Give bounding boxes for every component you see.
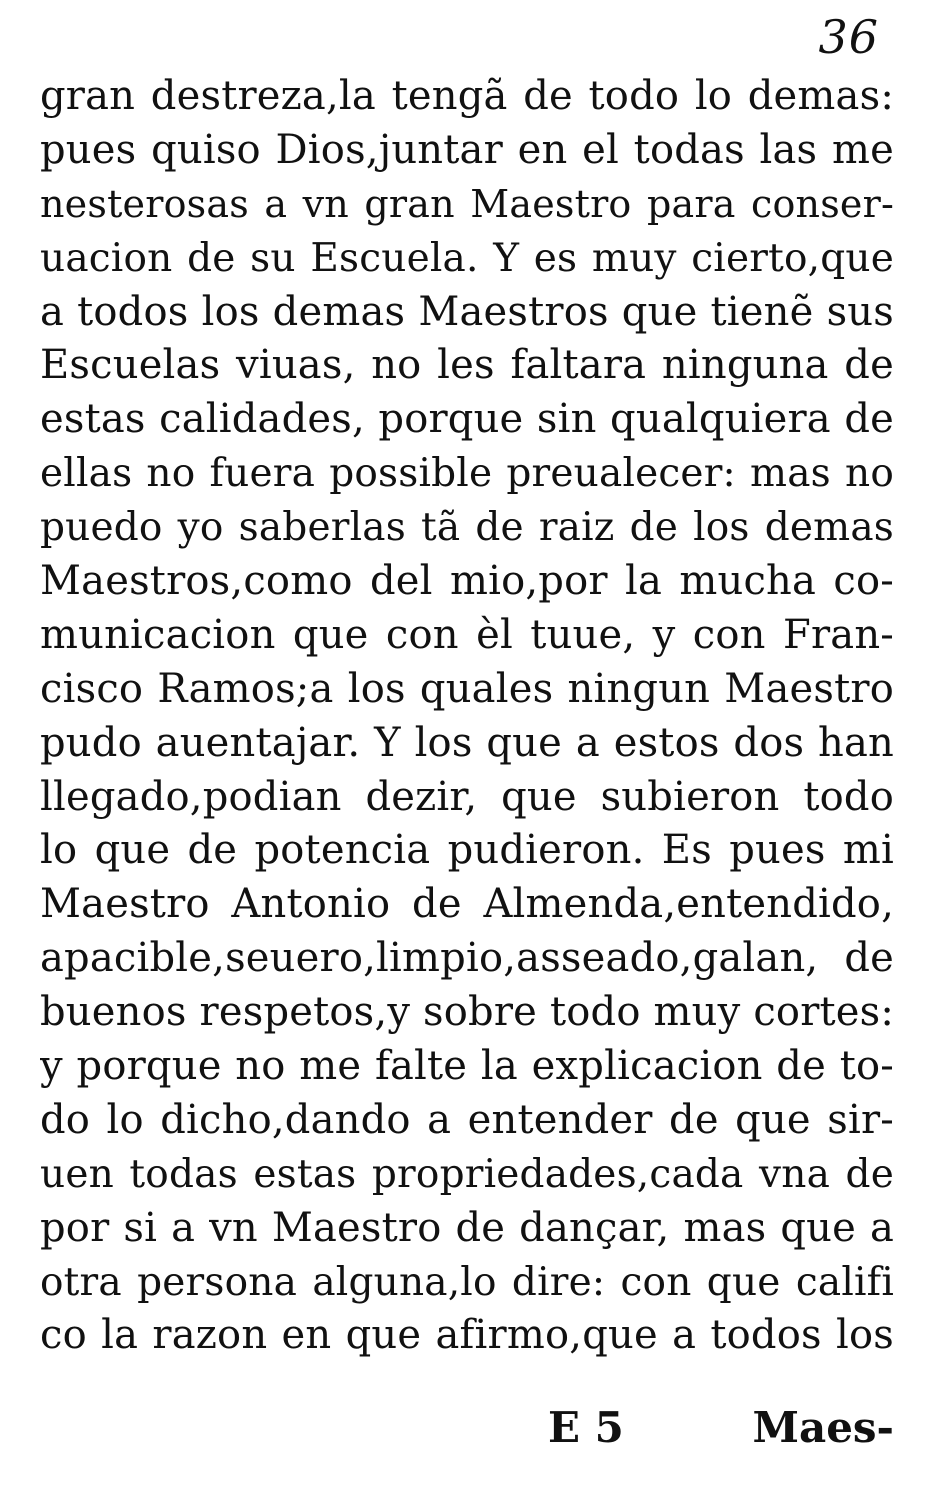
text-line: gran destreza,la tengã de todo lo demas: xyxy=(40,73,894,119)
text-line: pues quiso Dios,juntar en el todas las me xyxy=(40,126,894,173)
text-line: apacible,seuero,limpio,asseado,galan, de xyxy=(40,935,894,982)
body-text xyxy=(40,70,894,1363)
text-line: lo que de potencia pudieron. Es pues mi xyxy=(40,827,894,874)
text-line: pudo auentajar. Y los que a estos dos han xyxy=(40,719,894,766)
page-footer xyxy=(40,1398,894,1458)
text-line: y porque no me falte la explicacion de to- xyxy=(40,1043,894,1090)
text-line: por si a vn Maestro de dançar, mas que a xyxy=(40,1204,894,1251)
text-line: a todos los demas Maestros que tienẽ sus xyxy=(40,288,894,335)
text-line: otra persona alguna,lo dire: con que califi xyxy=(40,1259,894,1305)
text-line: Escuelas viuas, no les faltara ninguna de xyxy=(40,342,894,389)
text-line: municacion que con èl tuue, y con Fran- xyxy=(40,611,894,658)
signature-mark: E 5 xyxy=(548,1403,624,1452)
text-line: uen todas estas propriedades,cada vna de xyxy=(40,1151,894,1197)
text-line: buenos respetos,y sobre todo muy cortes: xyxy=(40,989,894,1036)
text-line: uacion de su Escuela. Y es muy cierto,que xyxy=(40,235,894,281)
text-line: puedo yo saberlas tã de raiz de los demas xyxy=(40,505,894,551)
page-number: 36 xyxy=(818,10,879,64)
text-line: ellas no fuera possible preualecer: mas no xyxy=(40,451,894,497)
text-line: llegado,podian dezir, que subieron todo xyxy=(40,773,894,820)
text-line: Maestros,como del mio,por la mucha co- xyxy=(40,558,894,605)
text-line: co la razon en que afirmo,que a todos los xyxy=(40,1312,894,1359)
catchword: Maes- xyxy=(752,1403,894,1452)
text-line: cisco Ramos;a los quales ningun Maestro xyxy=(40,665,894,712)
text-line: Maestro Antonio de Almenda,entendido, xyxy=(40,881,894,928)
text-line: do lo dicho,dando a entender de que sir- xyxy=(40,1096,894,1143)
text-line: nesterosas a vn gran Maestro para conser- xyxy=(40,181,894,226)
text-line: estas calidades, porque sin qualquiera de xyxy=(40,396,894,443)
